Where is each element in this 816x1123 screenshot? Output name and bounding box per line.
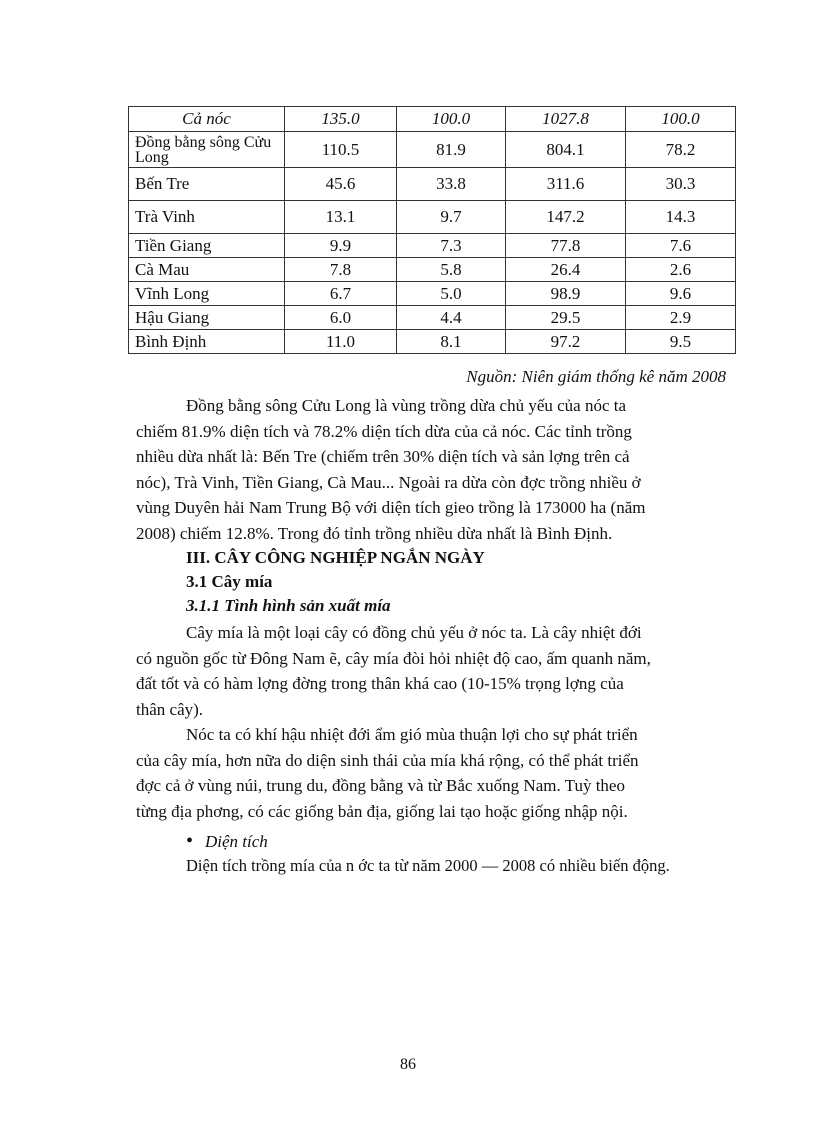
table-row (129, 168, 736, 201)
table-row (129, 107, 736, 132)
subsubsection-heading: 3.1.1 Tình hình sản xuất mía (186, 596, 391, 615)
text-line: Cây mía là một loại cây có đồng chủ yếu ở nóc ta. Là cây nhiệt đới (186, 623, 642, 642)
output-cell: 29.5 (506, 306, 626, 330)
table-row (129, 330, 736, 354)
region-cell: Bến Tre (129, 168, 285, 201)
region-cell: Tiền Giang (129, 234, 285, 258)
text-line: chiếm 81.9% diện tích và 78.2% diện tích dừa của cả nóc. Các tỉnh trồng (136, 421, 632, 441)
region-cell: Đồng bằng sông Cửu Long (129, 132, 285, 168)
text-line: 2008) chiếm 12.8%. Trong đó tỉnh trồng nhiều dừa nhất là Bình Định. (136, 523, 613, 543)
subsection-heading: 3.1 Cây mía (186, 572, 273, 591)
area-percent-cell: 100.0 (397, 107, 506, 132)
area-cell: 11.0 (285, 330, 397, 354)
table-row (129, 201, 736, 234)
region-cell: Hậu Giang (129, 306, 285, 330)
table-row (129, 132, 736, 168)
area-percent-cell: 9.7 (397, 201, 506, 234)
area-percent-cell: 7.3 (397, 234, 506, 258)
text-line: vùng Duyên hải Nam Trung Bộ với diện tích gieo trồng là 173000 ha (năm (136, 498, 646, 517)
output-cell: 311.6 (506, 168, 626, 201)
output-percent-cell: 9.5 (626, 330, 736, 354)
output-cell: 147.2 (506, 201, 626, 234)
region-cell: Cà Mau (129, 258, 285, 282)
area-cell: 7.8 (285, 258, 397, 282)
text-line: Diện tích trồng mía của n ớc ta từ năm 2000 — 2008 có nhiều biến động. (186, 856, 670, 875)
area-percent-cell: 8.1 (397, 330, 506, 354)
area-percent-cell: 81.9 (397, 132, 506, 168)
area-percent-cell: 5.8 (397, 258, 506, 282)
text-line: đợc cả ở vùng núi, trung du, đồng bằng và từ Bắc xuống Nam. Tuỳ theo (136, 776, 625, 795)
text-line: đất tốt và có hàm lợng đờng trong thân khá cao (10-15% trọng lợng của (136, 674, 624, 693)
table-row (129, 234, 736, 258)
text-line: nóc), Trà Vinh, Tiền Giang, Cà Mau... Ngoài ra dừa còn đợc trồng nhiều ở (136, 472, 641, 492)
area-percent-cell: 5.0 (397, 282, 506, 306)
output-percent-cell: 7.6 (626, 234, 736, 258)
page-number: 86 (400, 1056, 416, 1073)
text-line: từng địa phơng, có các giống bản địa, giống lai tạo hoặc giống nhập nội. (136, 801, 628, 821)
table-row (129, 258, 736, 282)
output-percent-cell: 9.6 (626, 282, 736, 306)
output-percent-cell: 14.3 (626, 201, 736, 234)
output-percent-cell: 100.0 (626, 107, 736, 132)
output-percent-cell: 2.6 (626, 258, 736, 282)
table-row (129, 306, 736, 330)
coconut-production-table (128, 106, 736, 354)
output-cell: 1027.8 (506, 107, 626, 132)
output-percent-cell: 2.9 (626, 306, 736, 330)
section-heading: III. CÂY CÔNG NGHIỆP NGẮN NGÀY (186, 548, 485, 567)
paragraph-sugarcane-climate (136, 722, 726, 824)
paragraph-coconut (136, 393, 726, 546)
area-cell: 6.7 (285, 282, 397, 306)
output-cell: 77.8 (506, 234, 626, 258)
table-source-note: Nguồn: Niên giám thống kê năm 2008 (466, 367, 726, 386)
region-cell: Trà Vinh (129, 201, 285, 234)
output-cell: 97.2 (506, 330, 626, 354)
text-line: của cây mía, hơn nữa do diện sinh thái của mía khá rộng, có thể phát triển (136, 750, 639, 770)
region-cell: Cả nóc (129, 107, 285, 132)
area-cell: 135.0 (285, 107, 397, 132)
text-line: nhiều dừa nhất là: Bến Tre (chiếm trên 30% diện tích và sản lợng trên cả (136, 447, 630, 466)
output-cell: 98.9 (506, 282, 626, 306)
bullet-icon: • (186, 830, 194, 852)
text-line: Nóc ta có khí hậu nhiệt đới ẩm gió mùa thuận lợi cho sự phát triển (186, 725, 638, 744)
area-cell: 110.5 (285, 132, 397, 168)
text-line: Đồng bằng sông Cửu Long là vùng trồng dừa chủ yếu của nóc ta (186, 396, 627, 415)
output-percent-cell: 78.2 (626, 132, 736, 168)
area-cell: 45.6 (285, 168, 397, 201)
table-row (129, 282, 736, 306)
output-cell: 26.4 (506, 258, 626, 282)
area-cell: 13.1 (285, 201, 397, 234)
paragraph-sugarcane-intro (136, 620, 726, 722)
area-cell: 9.9 (285, 234, 397, 258)
output-percent-cell: 30.3 (626, 168, 736, 201)
output-cell: 804.1 (506, 132, 626, 168)
area-cell: 6.0 (285, 306, 397, 330)
region-cell: Bình Định (129, 330, 285, 354)
area-percent-cell: 33.8 (397, 168, 506, 201)
bullet-item (186, 830, 268, 853)
region-cell: Vĩnh Long (129, 282, 285, 306)
bullet-label: Diện tích (205, 832, 268, 851)
text-line: có nguồn gốc từ Đông Nam ẽ, cây mía đòi hỏi nhiệt độ cao, ấm quanh năm, (136, 648, 651, 668)
text-line: thân cây). (136, 699, 204, 719)
area-percent-cell: 4.4 (397, 306, 506, 330)
